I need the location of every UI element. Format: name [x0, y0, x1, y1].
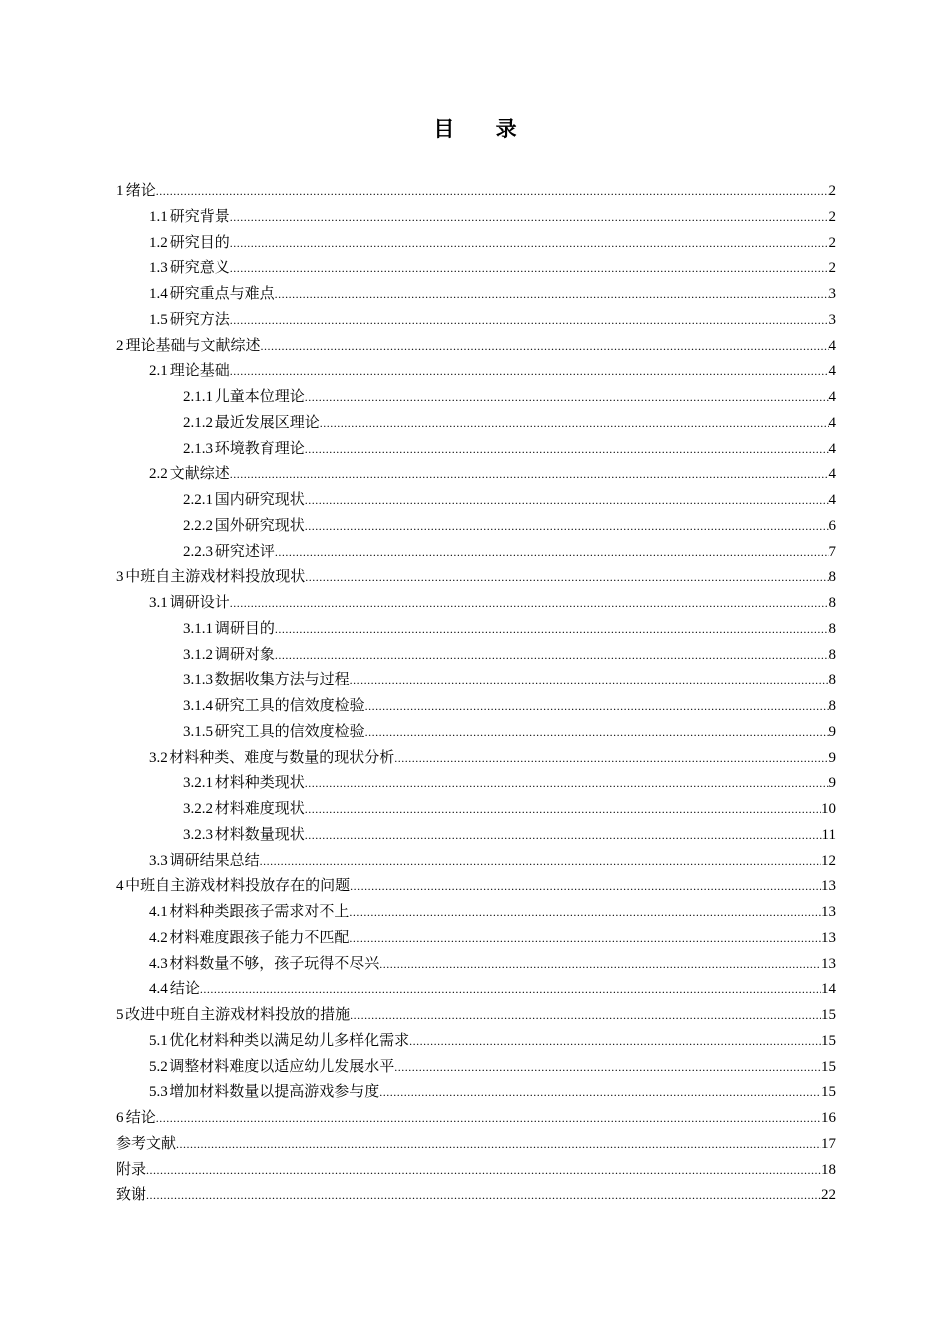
- toc-entry[interactable]: [116, 823, 836, 849]
- toc-entry-title: 调研设计: [169, 595, 230, 611]
- toc-entry[interactable]: [116, 746, 836, 772]
- toc-entry-title: 研究工具的信效度检验: [214, 698, 365, 714]
- toc-entry[interactable]: [116, 1183, 836, 1209]
- toc-dot-leader: [379, 952, 821, 978]
- toc-entry-page-number: 9: [828, 749, 836, 766]
- toc-entry-page-number: 17: [821, 1135, 836, 1152]
- toc-entry-number: 3.1.1: [183, 620, 213, 637]
- toc-entry[interactable]: [116, 1080, 836, 1106]
- toc-entry-page-number: 16: [821, 1110, 836, 1126]
- toc-entry-title: 研究方法: [169, 311, 230, 328]
- toc-entry-number: 2.1.1: [183, 389, 213, 405]
- toc-dot-leader: [305, 565, 828, 591]
- toc-entry-number: 5.2: [149, 1058, 168, 1075]
- toc-entry-page-number: 11: [821, 826, 836, 843]
- toc-entry-title: 结论: [125, 1110, 156, 1126]
- toc-entry-title: 理论基础: [169, 363, 230, 380]
- toc-dot-leader: [305, 771, 829, 797]
- toc-entry-page-number: 8: [828, 620, 836, 637]
- toc-entry-title: 材料数量不够，孩子玩得不尽兴: [169, 955, 380, 972]
- toc-entry[interactable]: [116, 797, 836, 823]
- toc-dot-leader: [350, 1003, 821, 1029]
- toc-entry-title: 最近发展区理论: [214, 414, 320, 431]
- toc-entry-page-number: 15: [821, 1007, 836, 1023]
- toc-dot-leader: [260, 849, 821, 875]
- toc-dot-leader: [320, 411, 829, 437]
- toc-dot-leader: [305, 437, 829, 463]
- toc-entry-title: 中班自主游戏材料投放存在的问题: [125, 878, 351, 895]
- toc-entry-number: 3.1.5: [183, 723, 213, 740]
- toc-entry-number: 4.3: [149, 955, 168, 972]
- toc-entry[interactable]: [116, 205, 836, 231]
- toc-entry[interactable]: [116, 565, 836, 591]
- toc-dot-leader: [230, 256, 829, 282]
- toc-dot-leader: [379, 1080, 821, 1106]
- toc-dot-leader: [365, 694, 829, 720]
- toc-dot-leader: [350, 874, 821, 900]
- toc-dot-leader: [275, 643, 829, 669]
- toc-dot-leader: [146, 1183, 821, 1209]
- toc-entry[interactable]: [116, 643, 836, 669]
- toc-entry-title: 研究述评: [214, 543, 275, 560]
- toc-entry-page-number: 4: [828, 492, 836, 508]
- toc-dot-leader: [156, 179, 829, 205]
- toc-entry-number: 1.5: [149, 311, 168, 328]
- toc-entry-page-number: 15: [821, 1058, 836, 1075]
- toc-entry[interactable]: [116, 540, 836, 566]
- toc-entry-page-number: 2: [828, 183, 836, 199]
- toc-entry-title: 优化材料种类以满足幼儿多样化需求: [169, 1032, 410, 1049]
- toc-dot-leader: [176, 1132, 821, 1158]
- toc-entry-number: 2.1.3: [183, 440, 213, 457]
- toc-entry-number: 1.1: [149, 208, 168, 225]
- toc-entry-title: 参考文献: [116, 1135, 177, 1152]
- toc-entry-number: 5: [116, 1007, 124, 1023]
- toc-entry-title: 儿童本位理论: [214, 389, 305, 405]
- toc-entry[interactable]: [116, 668, 836, 694]
- toc-entry[interactable]: [116, 256, 836, 282]
- toc-dot-leader: [365, 720, 829, 746]
- toc-entry[interactable]: [116, 952, 836, 978]
- toc-entry-title: 致谢: [116, 1187, 147, 1204]
- toc-entry[interactable]: [116, 1003, 836, 1029]
- toc-entry-number: 2.2.2: [183, 517, 213, 534]
- toc-entry-number: 4: [116, 878, 124, 895]
- toc-entry-page-number: 13: [821, 929, 836, 946]
- toc-entry-number: 2.1.2: [183, 414, 213, 431]
- toc-entry[interactable]: [116, 462, 836, 488]
- toc-entry-number: 2: [116, 337, 124, 354]
- toc-entry[interactable]: [116, 437, 836, 463]
- toc-entry[interactable]: [116, 591, 836, 617]
- toc-dot-leader: [350, 668, 829, 694]
- toc-entry-number: 4.2: [149, 929, 168, 946]
- toc-entry-number: 3.1.4: [183, 698, 213, 714]
- toc-dot-leader: [146, 1158, 821, 1184]
- toc-entry-page-number: 4: [828, 414, 836, 431]
- toc-entry-title: 调研结果总结: [169, 852, 260, 869]
- toc-entry-number: 3: [116, 569, 124, 586]
- toc-dot-leader: [394, 1055, 821, 1081]
- toc-entry[interactable]: [116, 977, 836, 1003]
- toc-entry-number: 3.2.1: [183, 775, 213, 792]
- toc-entry-page-number: 12: [821, 852, 836, 869]
- toc-entry-page-number: 4: [828, 363, 836, 380]
- toc-dot-leader: [305, 514, 829, 540]
- toc-entry[interactable]: [116, 1132, 836, 1158]
- toc-entry-title: 研究目的: [169, 234, 230, 251]
- toc-entry-number: 5.3: [149, 1084, 168, 1101]
- toc-dot-leader: [230, 591, 829, 617]
- toc-dot-leader: [305, 823, 822, 849]
- toc-entry[interactable]: [116, 334, 836, 360]
- toc-entry[interactable]: [116, 385, 836, 411]
- toc-entry-page-number: 10: [821, 801, 836, 817]
- toc-entry-number: 3.3: [149, 852, 168, 869]
- toc-entry-number: 4.4: [149, 981, 168, 998]
- toc-entry[interactable]: [116, 900, 836, 926]
- toc-entry-title: 调研对象: [214, 646, 275, 663]
- toc-entry[interactable]: [116, 926, 836, 952]
- toc-entry-page-number: 4: [828, 337, 836, 354]
- toc-entry-page-number: 13: [821, 878, 836, 895]
- toc-entry-title: 国外研究现状: [214, 517, 305, 534]
- toc-entry-page-number: 8: [828, 569, 836, 586]
- toc-entry-number: 3.2: [149, 749, 168, 766]
- toc-entry-number: 3.1: [149, 595, 168, 611]
- toc-entry[interactable]: [116, 1029, 836, 1055]
- toc-entry-title: 材料难度跟孩子能力不匹配: [169, 929, 350, 946]
- toc-entry-title: 国内研究现状: [214, 492, 305, 508]
- toc-entry-number: 2.1: [149, 363, 168, 380]
- toc-entry-page-number: 15: [821, 1032, 836, 1049]
- toc-entry-page-number: 3: [828, 286, 836, 302]
- toc-entry-number: 1: [116, 183, 124, 199]
- toc-entry-number: 2.2.1: [183, 492, 213, 508]
- toc-dot-leader: [349, 900, 821, 926]
- toc-entry-page-number: 13: [821, 904, 836, 920]
- toc-entry-page-number: 18: [821, 1161, 836, 1178]
- toc-entry-title: 材料难度现状: [214, 801, 305, 817]
- toc-entry-number: 1.4: [149, 286, 168, 302]
- toc-dot-leader: [275, 540, 829, 566]
- toc-dot-leader: [275, 282, 829, 308]
- toc-entry-page-number: 9: [828, 775, 836, 792]
- toc-entry[interactable]: [116, 308, 836, 334]
- toc-dot-leader: [275, 617, 829, 643]
- toc-dot-leader: [230, 205, 829, 231]
- toc-entry-page-number: 13: [821, 955, 836, 972]
- toc-entry-number: 3.1.3: [183, 672, 213, 689]
- toc-dot-leader: [230, 308, 829, 334]
- toc-entry[interactable]: [116, 874, 836, 900]
- toc-entry-number: 3.2.2: [183, 801, 213, 817]
- toc-entry-page-number: 2: [828, 260, 836, 277]
- toc-entry-title: 中班自主游戏材料投放现状: [125, 569, 306, 586]
- toc-entry-page-number: 22: [821, 1187, 836, 1204]
- toc-dot-leader: [156, 1106, 821, 1132]
- toc-entry[interactable]: [116, 1055, 836, 1081]
- toc-entry-page-number: 15: [821, 1084, 836, 1101]
- toc-entry-number: 1.2: [149, 234, 168, 251]
- toc-entry-number: 3.2.3: [183, 826, 213, 843]
- toc-entry-page-number: 7: [828, 543, 836, 560]
- toc-entry-title: 改进中班自主游戏材料投放的措施: [125, 1007, 351, 1023]
- toc-entry-page-number: 4: [828, 440, 836, 457]
- toc-entry-number: 3.1.2: [183, 646, 213, 663]
- toc-entry-number: 2.2: [149, 466, 168, 483]
- toc-entry[interactable]: [116, 231, 836, 257]
- toc-entry-page-number: 14: [821, 981, 836, 998]
- toc-entry-title: 增加材料数量以提高游戏参与度: [169, 1084, 380, 1101]
- toc-entry[interactable]: [116, 514, 836, 540]
- toc-dot-leader: [230, 231, 829, 257]
- toc-entry-title: 材料种类跟孩子需求对不上: [169, 904, 350, 920]
- toc-entry[interactable]: [116, 694, 836, 720]
- toc-entry-number: 5.1: [149, 1032, 168, 1049]
- toc-dot-leader: [409, 1029, 821, 1055]
- toc-entry-title: 研究背景: [169, 208, 230, 225]
- toc-entry-title: 环境教育理论: [214, 440, 305, 457]
- toc-entry-title: 材料种类、难度与数量的现状分析: [169, 749, 395, 766]
- toc-dot-leader: [394, 746, 828, 772]
- toc-entry-page-number: 9: [828, 723, 836, 740]
- toc-entry[interactable]: [116, 1158, 836, 1184]
- toc-entry-page-number: 6: [828, 517, 836, 534]
- toc-dot-leader: [230, 462, 829, 488]
- toc-dot-leader: [305, 797, 821, 823]
- toc-entry[interactable]: [116, 179, 836, 205]
- toc-dot-leader: [349, 926, 821, 952]
- toc-entry-title: 调研目的: [214, 620, 275, 637]
- toc-entry-page-number: 8: [828, 672, 836, 689]
- toc-entry[interactable]: [116, 411, 836, 437]
- toc-entry-title: 附录: [116, 1161, 147, 1178]
- toc-entry-title: 调整材料难度以适应幼儿发展水平: [169, 1058, 395, 1075]
- toc-entry-page-number: 8: [828, 698, 836, 714]
- toc-dot-leader: [305, 488, 829, 514]
- toc-entry[interactable]: [116, 359, 836, 385]
- toc-entry-title: 材料数量现状: [214, 826, 305, 843]
- toc-dot-leader: [305, 385, 829, 411]
- toc-entry-number: 2.2.3: [183, 543, 213, 560]
- toc-entry-page-number: 4: [828, 389, 836, 405]
- toc-entry-title: 研究工具的信效度检验: [214, 723, 365, 740]
- toc-dot-leader: [260, 334, 828, 360]
- toc-entry-page-number: 4: [828, 466, 836, 483]
- toc-entry-title: 数据收集方法与过程: [214, 672, 350, 689]
- toc-entry[interactable]: [116, 1106, 836, 1132]
- table-of-contents: [116, 179, 836, 1209]
- page-title: 目 录: [433, 117, 535, 141]
- toc-entry-page-number: 2: [828, 208, 836, 225]
- toc-entry[interactable]: [116, 849, 836, 875]
- toc-dot-leader: [230, 359, 829, 385]
- toc-dot-leader: [200, 977, 821, 1003]
- toc-entry-number: 6: [116, 1110, 124, 1126]
- toc-entry-page-number: 8: [828, 646, 836, 663]
- toc-entry-number: 1.3: [149, 260, 168, 277]
- toc-entry[interactable]: [116, 488, 836, 514]
- toc-entry-title: 结论: [169, 981, 200, 998]
- toc-entry-title: 文献综述: [169, 466, 230, 483]
- toc-entry-number: 4.1: [149, 904, 168, 920]
- toc-entry[interactable]: [116, 771, 836, 797]
- toc-entry[interactable]: [116, 720, 836, 746]
- toc-entry-title: 研究意义: [169, 260, 230, 277]
- toc-entry-page-number: 3: [828, 311, 836, 328]
- toc-entry-title: 理论基础与文献综述: [125, 337, 261, 354]
- toc-entry-title: 研究重点与难点: [169, 286, 275, 302]
- toc-entry-page-number: 2: [828, 234, 836, 251]
- toc-entry-title: 材料种类现状: [214, 775, 305, 792]
- toc-entry-page-number: 8: [828, 595, 836, 611]
- toc-entry-title: 绪论: [125, 183, 156, 199]
- toc-entry[interactable]: [116, 617, 836, 643]
- toc-entry[interactable]: [116, 282, 836, 308]
